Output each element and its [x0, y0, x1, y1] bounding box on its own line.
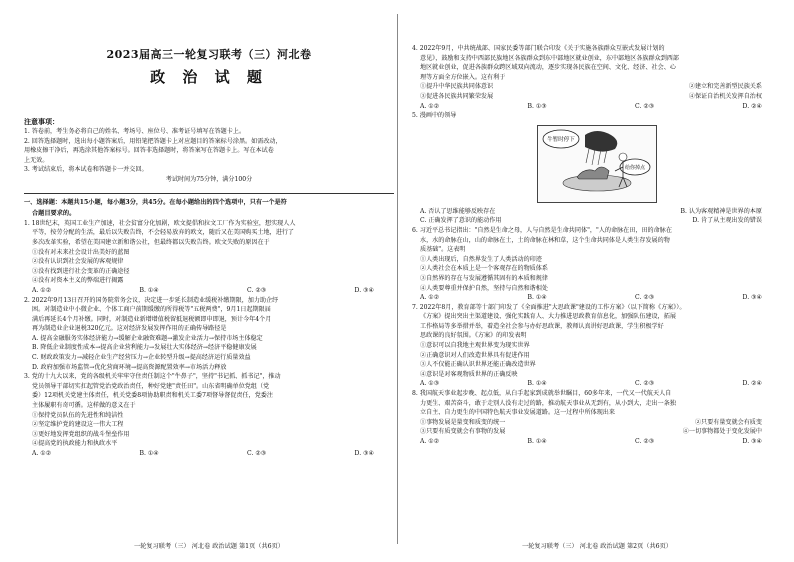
page-footer: 一轮复习联考（三） 河北卷 政治试题 第1页（共6页） — [134, 543, 284, 550]
question-line: 6. 习近平总书记指出："自然是生命之母，人与自然是生命共同体"，"人的命脉在田，田的命脉在 — [412, 226, 672, 234]
question-line: 满后再延长4个月补缴。同时，对制造业新增增值税留抵退税额即申即退，预计今年4个月 — [32, 315, 272, 323]
question-line: 党员领导干部切实扛起管党治党政治责任，种好党建"责任田"。山东省明确单位党组（党 — [32, 382, 270, 390]
option-c: C. ②③ — [635, 438, 655, 445]
question-line: 主体履职有奇可循。这样做的意义在于 — [32, 402, 136, 410]
question-line: 理等方面全方位嵌入。这有利于 — [420, 73, 506, 81]
statement-item: ④保证自治机关发挥自治权 — [688, 92, 762, 100]
answer-options — [24, 449, 394, 459]
bubble-text-right: 给你掉点 — [624, 164, 646, 171]
option-b: B. ①④ — [139, 286, 159, 294]
notice-heading: 注意事项： — [24, 117, 59, 126]
choice-item: A. 否认了思维能够反映存在 — [420, 207, 496, 215]
option-b: B. ①④ — [527, 294, 547, 302]
statement-item: ③自然界的存在与发展遵循其固有的本质和规律 — [420, 274, 548, 282]
question-7 — [412, 303, 782, 389]
question-line: 地区就业创业，促进各族群众跨区域双向流动，逐步实现各民族在空间、文化、经济、社会、心 — [420, 64, 676, 72]
question-6 — [412, 226, 782, 303]
statement-row — [412, 418, 782, 428]
option-c: C. ②③ — [635, 294, 655, 302]
page-divider — [397, 14, 398, 544]
answer-options — [412, 437, 782, 447]
option-a: A. ①③ — [420, 380, 440, 388]
choice-item: B. 认为客观精神是世界的本原 — [680, 207, 762, 215]
question-line: 工作格局等多举措并举，着造全社会参与办好思政课，教师认真讲好思政课，学生积极学好 — [420, 322, 664, 330]
option-a: A. ①② — [420, 294, 440, 302]
exam-info: 考试时间为75分钟，满分100分 — [165, 175, 253, 183]
statement-item: ①意识可以自我地主观世界变为现实世界 — [420, 342, 530, 350]
statement-item: ③人不仅能正确认识世界还能正确改造世界 — [420, 361, 536, 369]
question-line: 力更生、艰苦奋斗，敢于走别人没有走过的路，推动航天事业从无到有，从小到大，走出一条独 — [420, 399, 676, 407]
question-line: 4. 2022年9月，中共统战部、国家民委等部门联合印发《关于实施各族群众互嵌式发展计划的 — [412, 45, 665, 52]
section-heading-cont: 合题目要求的。 — [32, 210, 76, 218]
option-b: B. ①③ — [527, 102, 547, 110]
question-4 — [412, 44, 782, 111]
question-line: 平等，按劳分配的生活，最后以失败告终，不会轻易放弃的欧文，随后又在美国购买土地，进行了 — [32, 229, 295, 237]
option-a: A. ①② — [420, 102, 440, 110]
statement-item: ①保持党员队伍的先进性和纯洁性 — [32, 411, 124, 419]
statement-item: ②人类社会在本质上是一个客观存在的物质体系 — [420, 265, 548, 273]
page-footer: 一轮复习联考（三） 河北卷 政治试题 第2页（共6页） — [522, 543, 672, 550]
question-line: 委）12项机关党建主体责任，机关党委8项协助职责和机关工委7项督导督促责任，党委注 — [32, 392, 273, 400]
notice-line: 3. 考试结束后，将本试卷和答题卡一并交回。 — [24, 166, 148, 174]
choice-item: C. 财政政策发力→减轻企业生产经营压力→企业转型升级→提高经济运行质量效益 — [32, 354, 251, 362]
option-d: D. ③④ — [354, 450, 374, 457]
answer-options — [412, 379, 782, 389]
statement-item: ③更好地发挥党组织的战斗堡垒作用 — [32, 430, 130, 438]
cartoon-drawing — [537, 125, 657, 203]
statement-item: ②坚定维护党的建设这一伟大工程 — [32, 421, 124, 429]
choice-row — [412, 216, 782, 226]
exam-title: 2023届高三一轮复习联考（三）河北卷 — [106, 48, 312, 61]
statement-item: ①事物发展是量变和质变的统一 — [420, 418, 506, 426]
notice-line: 上无效。 — [24, 156, 49, 164]
statement-item: ④人类要尊重并保护自然，坚持与自然和谐相处 — [420, 284, 548, 292]
option-c: C. ②③ — [635, 102, 655, 110]
statement-item: ④提高党的执政能力和执政水平 — [32, 440, 118, 448]
option-c: C. ②③ — [635, 380, 655, 388]
option-d: D. ②④ — [742, 102, 762, 110]
option-a: A. ①② — [32, 286, 52, 294]
answer-options — [412, 293, 782, 303]
question-line: 水，水的命脉在山，山的命脉在土，土的命脉在林和草，这个生命共同体是人类生存发展的物 — [420, 236, 670, 244]
left-page — [24, 0, 394, 562]
question-line: 再为制造业企业退税320亿元。这对经济发展发挥作用的正确传导路径是 — [32, 325, 227, 333]
option-b: B. ①④ — [527, 438, 547, 445]
question-line: 意见》，鼓励和支持中西部民族地区各族群众到东中部地区就业创业，东中部地区各族群众到西部 — [420, 54, 679, 62]
question-line: 2. 2022年9月13日召开的国务院常务会议，决定进一步延长制造业缓税补缴期限，加力助企纾 — [24, 296, 279, 304]
option-b: B. ①④ — [527, 380, 547, 388]
bubble-text-left: 牛暂时停下 — [547, 136, 575, 143]
choice-item: B. 降低企业制度性成本→提高企业营利能力→发展壮大实体经济→经济平稳健康发展 — [32, 344, 257, 352]
statement-item: ①提升中华民族共同体意识 — [420, 83, 494, 91]
question-line: 3. 党的十九大以来，党的各级机关牢牢守住责任制这个"牛鼻子"，坚持"书记抓、抓书记"，推动 — [24, 373, 281, 381]
notice-line: 1. 答卷前，考生务必将自己的姓名、考场号、座位号、准考证号填写在答题卡上。 — [24, 128, 246, 135]
question-line: 思政课的良好氛围。《方案》的印发表明 — [420, 332, 527, 340]
exam-subject: 政 治 试 题 — [150, 68, 268, 86]
question-line: 多次改革实验，希望在美国建立新和谐公社，但最终都以失败告终。欧文失败的原因在于 — [32, 238, 270, 246]
choice-row — [412, 207, 782, 217]
notice-list — [24, 127, 394, 175]
statement-row — [412, 427, 782, 437]
option-b: B. ①④ — [139, 450, 159, 457]
answer-options — [24, 286, 394, 296]
question-line: 8. 我国航天事业起步晚、起点低，从白手起家到成就举世瞩目，60多年来，一代又一代航天人自 — [412, 390, 672, 398]
choice-item: D. 肯了从主观出发的错误 — [692, 217, 762, 225]
question-3 — [24, 372, 394, 458]
choice-item: C. 正确发挥了意识的能动作用 — [420, 217, 502, 225]
question-line: 立自主、自力更生的中国特色航天事业发展道路。这一过程中所体现出来 — [420, 409, 615, 417]
option-c: C. ②③ — [247, 450, 267, 457]
statement-item: ①没有对未来社会设计出美好的蓝图 — [32, 248, 130, 256]
statement-item: ④一切事物都处于变化发展中 — [682, 428, 762, 436]
question-line: 质基础"。这表明 — [420, 246, 466, 254]
statement-item: ②正确意识对人们改造世界具有促进作用 — [420, 351, 530, 359]
question-line: 困。对制造业中小微企业、个体工商户前期缓缴的所得税等"五税两费"，9月1日起期限届 — [32, 306, 271, 314]
option-c: C. ②③ — [247, 286, 267, 294]
person-head — [619, 153, 627, 161]
separator-rule — [24, 193, 394, 194]
statement-item: ②建立和完善新型民族关系 — [688, 83, 762, 91]
cartoon-image — [537, 125, 657, 203]
answer-options — [412, 102, 782, 112]
statement-item: ③促进各民族共同繁荣发展 — [420, 92, 494, 100]
option-d: D. ③④ — [742, 438, 762, 445]
statement-item: ①人类出现后，自然界发生了人类活动的印迹 — [420, 255, 542, 263]
option-d: D. ③④ — [742, 294, 762, 302]
choice-item: A. 提高金融服务实体经济能力→缓解企业融资难题→激发企业活力→保持市场主体稳定 — [32, 334, 263, 342]
question-line: 《方案》提出突出主渠道建设、强化实践育人、大力推进思政教育信息化，加强队伍建设，拓展 — [420, 313, 676, 321]
statement-item: ④没有对资本主义的弊端进行揭露 — [32, 277, 124, 285]
choice-item: D. 政府加强市场监管→优化营商环境→提高资源配置效率→市场活力释放 — [32, 363, 227, 371]
option-a: A. ①② — [420, 438, 440, 445]
statement-row — [412, 92, 782, 102]
statement-row — [412, 82, 782, 92]
statement-item: ②只要有量变就会有质变 — [694, 418, 762, 426]
right-page — [412, 0, 782, 562]
notice-line: 2. 回答选择题时，选出每小题答案后，用铅笔把答题卡上对应题目的答案标号涂黑。如需改动， — [24, 137, 282, 145]
notice-line: 用橡皮擦干净后，再选涂其他答案标号。回答非选择题时，将答案写在答题卡上。写在本试卷 — [24, 147, 274, 155]
question-line: 5. 漫画中的领导 — [412, 112, 457, 120]
question-5 — [412, 111, 782, 226]
statement-item: ④意识是对客观物质世界的正确反映 — [420, 370, 518, 378]
statement-item: ②没有认识到社会发展的客观规律 — [32, 258, 124, 266]
option-a: A. ①② — [32, 450, 52, 457]
option-d: D. ②④ — [742, 380, 762, 388]
option-d: D. ③④ — [354, 286, 374, 294]
statement-item: ③没有找到进行社会变革的正确途径 — [32, 267, 130, 275]
question-line: 1. 18世纪末，英国工业生产加速，社会贫富分化加剧，欧文提倡和拉文工厂作为实验室，想实现人人 — [24, 219, 296, 227]
question-2 — [24, 296, 394, 373]
question-line: 7. 2022年8月，教育部等十部门印发了《全面推进"大思政课"建设的工作方案》（以下简称《方案》）。 — [412, 303, 686, 311]
statement-item: ③只要有质变就会有事物的发展 — [420, 428, 506, 436]
question-8 — [412, 389, 782, 447]
question-1 — [24, 219, 394, 296]
section-heading: 一、选择题：本题共15小题，每小题3分，共45分。在每小题给出的四个选项中，只有一个是符 — [24, 198, 287, 206]
